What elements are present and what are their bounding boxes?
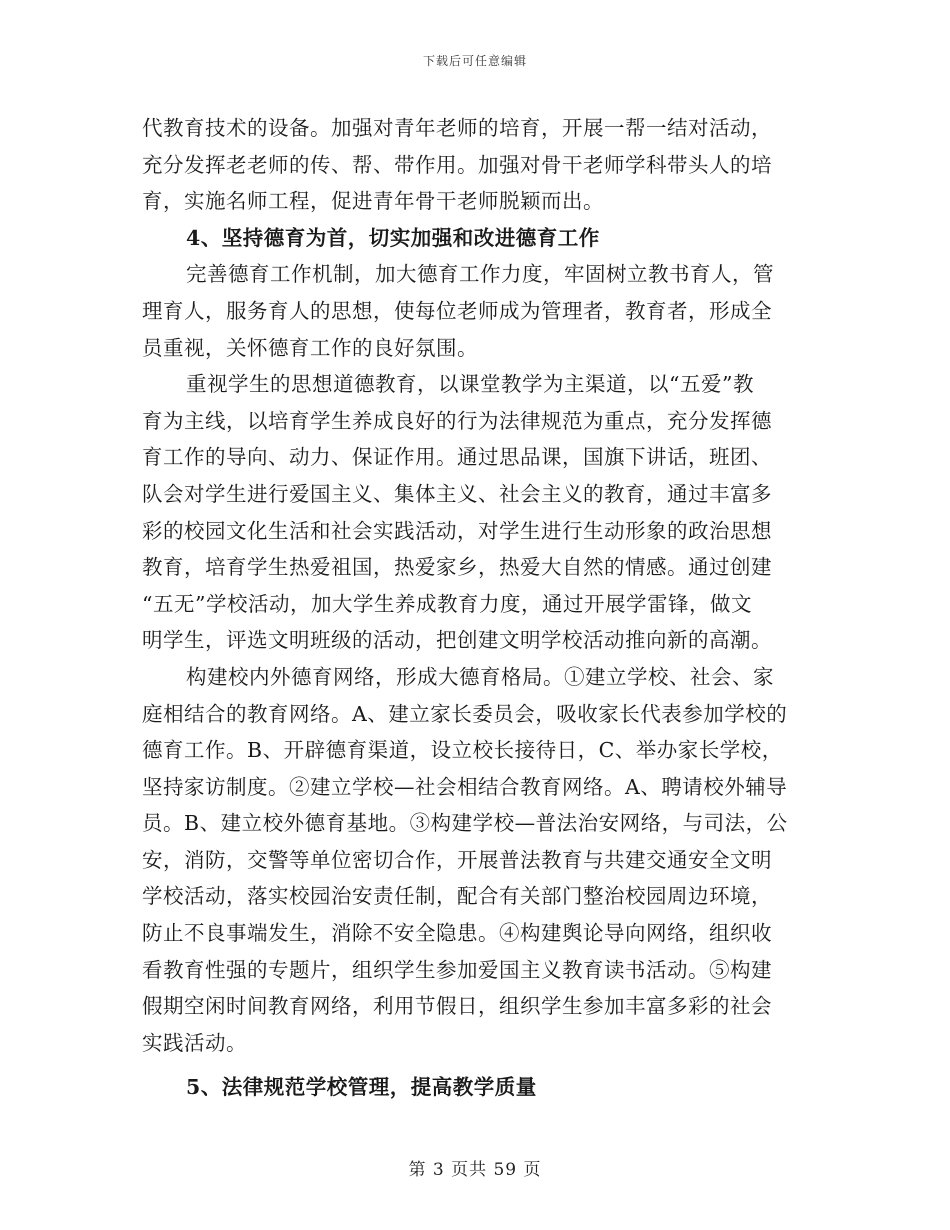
paragraph-line: “五无”学校活动，加大学生养成教育力度，通过开展学雷锋，做文 bbox=[142, 591, 752, 616]
paragraph-line: 队会对学生进行爱国主义、集体主义、社会主义的教育，通过丰富多 bbox=[142, 481, 772, 506]
paragraph-line: 安，消防，交警等单位密切合作，开展普法教育与共建交通安全文明 bbox=[142, 847, 772, 872]
paragraph-line: 育，实施名师工程，促进青年骨干老师脱颖而出。 bbox=[142, 189, 604, 214]
paragraph-line: 员重视，关怀德育工作的良好氛围。 bbox=[142, 335, 478, 360]
paragraph-line: 德育工作。B、开辟德育渠道，设立校长接待日，C、举办家长学校， bbox=[142, 738, 783, 763]
paragraph-line: 完善德育工作机制，加大德育工作力度，牢固树立教书育人，管 bbox=[186, 262, 774, 287]
paragraph-line: 庭相结合的教育网络。A、建立家长委员会，吸收家长代表参加学校的 bbox=[142, 701, 788, 726]
paragraph-line: 坚持家访制度。②建立学校—社会相结合教育网络。A、聘请校外辅导 bbox=[142, 774, 788, 799]
paragraph-line: 员。B、建立校外德育基地。③构建学校—普法治安网络，与司法，公 bbox=[142, 811, 788, 836]
paragraph-line: 防止不良事端发生，消除不安全隐患。④构建舆论导向网络，组织收 bbox=[142, 921, 772, 946]
paragraph-line: 重视学生的思想道德教育，以课堂教学为主渠道，以“五爱”教 bbox=[186, 372, 754, 397]
paragraph-line: 看教育性强的专题片，组织学生参加爱国主义教育读书活动。⑤构建 bbox=[142, 957, 772, 982]
paragraph-line: 明学生，评选文明班级的活动，把创建文明学校活动推向新的高潮。 bbox=[142, 628, 772, 653]
page-header: 下载后可任意编辑 bbox=[422, 54, 527, 68]
paragraph-line: 理育人，服务育人的思想，使每位老师成为管理者，教育者，形成全 bbox=[142, 298, 772, 323]
paragraph-line: 学校活动，落实校园治安责任制，配合有关部门整治校园周边环境， bbox=[142, 884, 772, 909]
paragraph-line: 彩的校园文化生活和社会实践活动，对学生进行生动形象的政治思想 bbox=[142, 518, 772, 543]
paragraph-line: 育工作的导向、动力、保证作用。通过思品课，国旗下讲话，班团、 bbox=[142, 445, 772, 470]
paragraph-line: 假期空闲时间教育网络，利用节假日，组织学生参加丰富多彩的社会 bbox=[142, 994, 772, 1019]
section-heading: 4、坚持德育为首，切实加强和改进德育工作 bbox=[186, 225, 600, 250]
paragraph-line: 充分发挥老老师的传、帮、带作用。加强对骨干老师学科带头人的培 bbox=[142, 152, 772, 177]
paragraph-line: 实践活动。 bbox=[142, 1030, 247, 1055]
paragraph-line: 教育，培育学生热爱祖国，热爱家乡，热爱大自然的情感。通过创建 bbox=[142, 555, 772, 580]
paragraph-line: 育为主线，以培育学生养成良好的行为法律规范为重点，充分发挥德 bbox=[142, 408, 772, 433]
document-body bbox=[142, 110, 810, 1106]
page-footer: 第 3 页共 59 页 bbox=[408, 1160, 542, 1180]
paragraph-line: 构建校内外德育网络，形成大德育格局。①建立学校、社会、家 bbox=[186, 664, 774, 689]
section-heading: 5、法律规范学校管理，提高教学质量 bbox=[186, 1075, 537, 1100]
paragraph-line: 代教育技术的设备。加强对青年老师的培育，开展一帮一结对活动， bbox=[142, 116, 772, 140]
